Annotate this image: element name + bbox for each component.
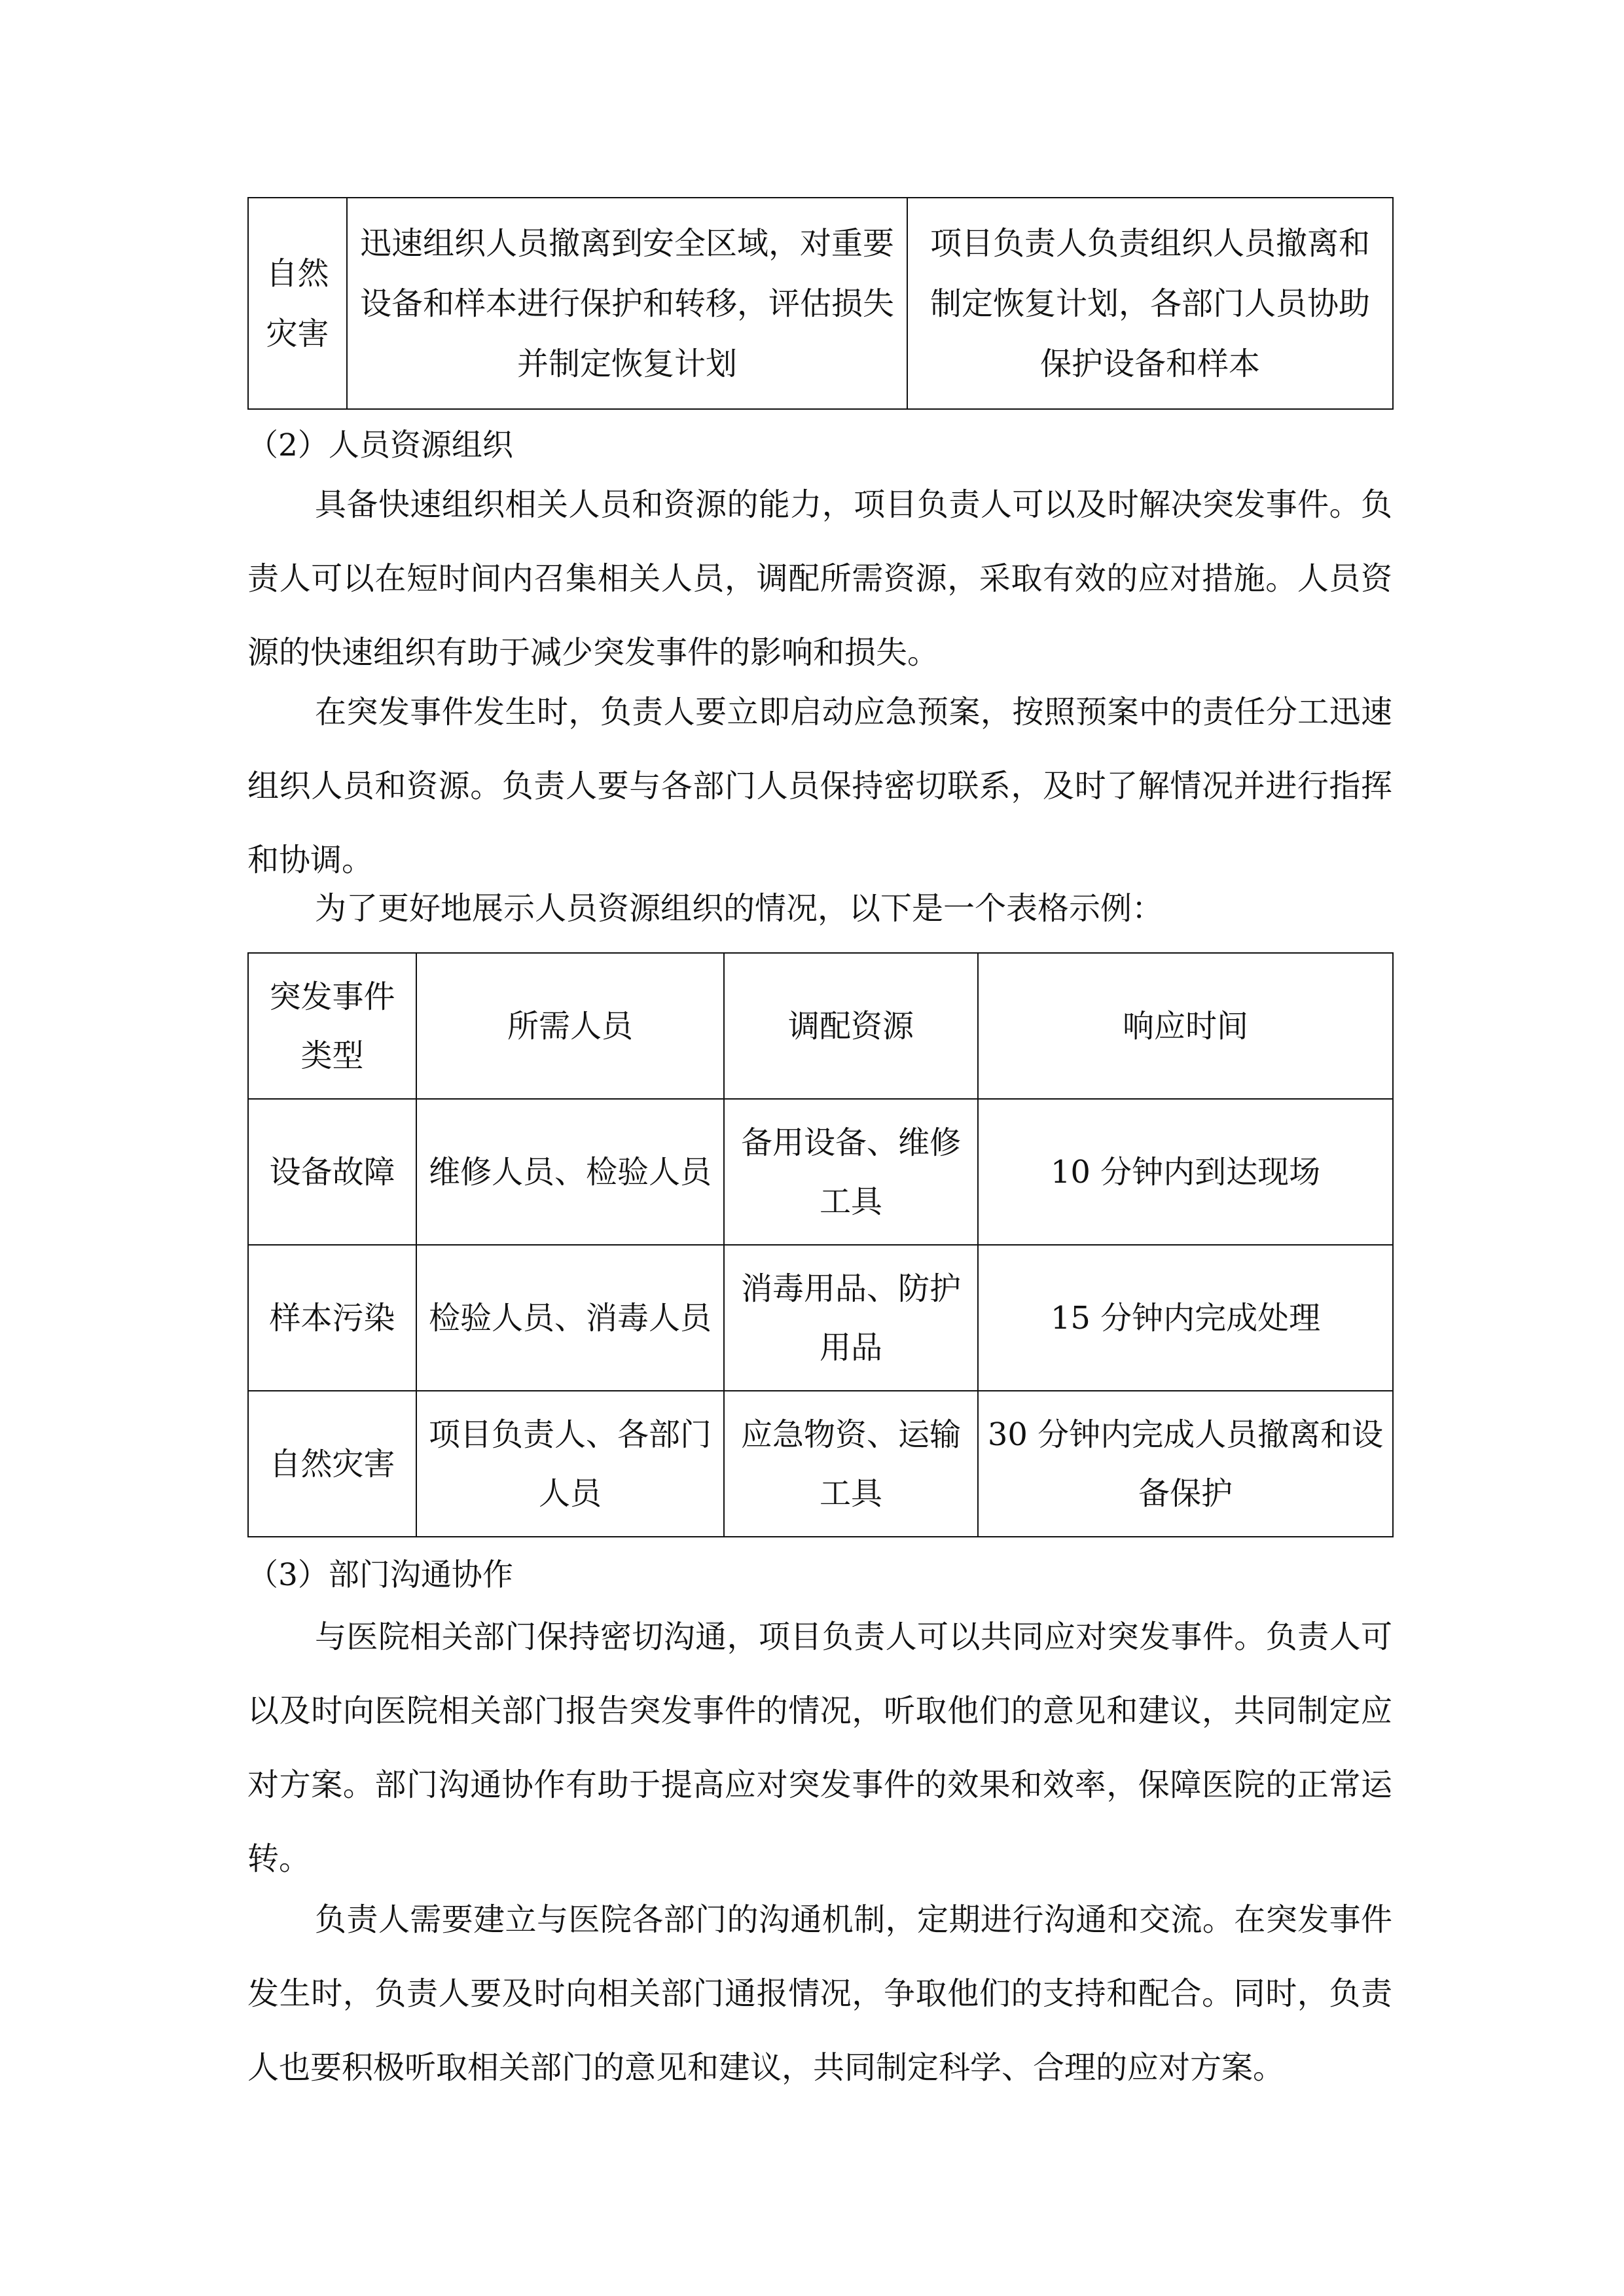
table-row: [248, 1391, 1393, 1537]
paragraph: 在突发事件发生时，负责人要立即启动应急预案，按照预案中的责任分工迅速组织人员和资源。负责人要与各部门人员保持密切联系，及时了解情况并进行指挥和协调。: [247, 694, 1392, 878]
table-header-cell: 所需人员: [416, 953, 724, 1099]
table-cell: 自然灾害: [248, 1391, 416, 1537]
table-row: [248, 1099, 1393, 1245]
section-heading-personnel-resources: （2）人员资源组织: [247, 427, 513, 463]
table-cell: 检验人员、消毒人员: [416, 1245, 724, 1391]
table-cell: 备用设备、维修工具: [724, 1099, 978, 1245]
table-row: [248, 198, 1393, 409]
paragraph: 负责人需要建立与医院各部门的沟通机制，定期进行沟通和交流。在突发事件发生时，负责人要及时向相关部门通报情况，争取他们的支持和配合。同时，负责人也要积极听取相关部门的意见和建议，共同制定科学、合理的应对方案。: [247, 1901, 1392, 2086]
paragraph: 为了更好地展示人员资源组织的情况，以下是一个表格示例：: [315, 890, 1164, 927]
table-header-cell: 响应时间: [978, 953, 1393, 1099]
table-cell-responsibility: 项目负责人负责组织人员撤离和制定恢复计划，各部门人员协助保护设备和样本: [907, 198, 1393, 409]
table-cell: 项目负责人、各部门人员: [416, 1391, 724, 1537]
table-cell-measure: 迅速组织人员撤离到安全区域，对重要设备和样本进行保护和转移，评估损失并制定恢复计划: [347, 198, 907, 409]
table-cell: 样本污染: [248, 1245, 416, 1391]
table-cell: 应急物资、运输工具: [724, 1391, 978, 1537]
table-header-row: [248, 953, 1393, 1099]
table-cell: 消毒用品、防护用品: [724, 1245, 978, 1391]
paragraph: 具备快速组织相关人员和资源的能力，项目负责人可以及时解决突发事件。负责人可以在短时间内召集相关人员，调配所需资源，采取有效的应对措施。人员资源的快速组织有助于减少突发事件的影响和损失。: [247, 486, 1392, 671]
table-cell: 10 分钟内到达现场: [978, 1099, 1393, 1245]
table-cell: 15 分钟内完成处理: [978, 1245, 1393, 1391]
table-cell: 维修人员、检验人员: [416, 1099, 724, 1245]
table-cell: 设备故障: [248, 1099, 416, 1245]
table-header-cell: 调配资源: [724, 953, 978, 1099]
emergency-measures-table-continued: [247, 197, 1394, 410]
table-cell-event-type: 自然灾害: [248, 198, 347, 409]
table-cell: 30 分钟内完成人员撤离和设备保护: [978, 1391, 1393, 1537]
section-heading-department-communication: （3）部门沟通协作: [247, 1557, 513, 1593]
paragraph: 与医院相关部门保持密切沟通，项目负责人可以共同应对突发事件。负责人可以及时向医院相关部门报告突发事件的情况，听取他们的意见和建议，共同制定应对方案。部门沟通协作有助于提高应对突发事件的效果和效率，保障医院的正常运转。: [247, 1619, 1392, 1877]
table-header-cell: 突发事件类型: [248, 953, 416, 1099]
personnel-resources-table: [247, 952, 1394, 1537]
table-row: [248, 1245, 1393, 1391]
